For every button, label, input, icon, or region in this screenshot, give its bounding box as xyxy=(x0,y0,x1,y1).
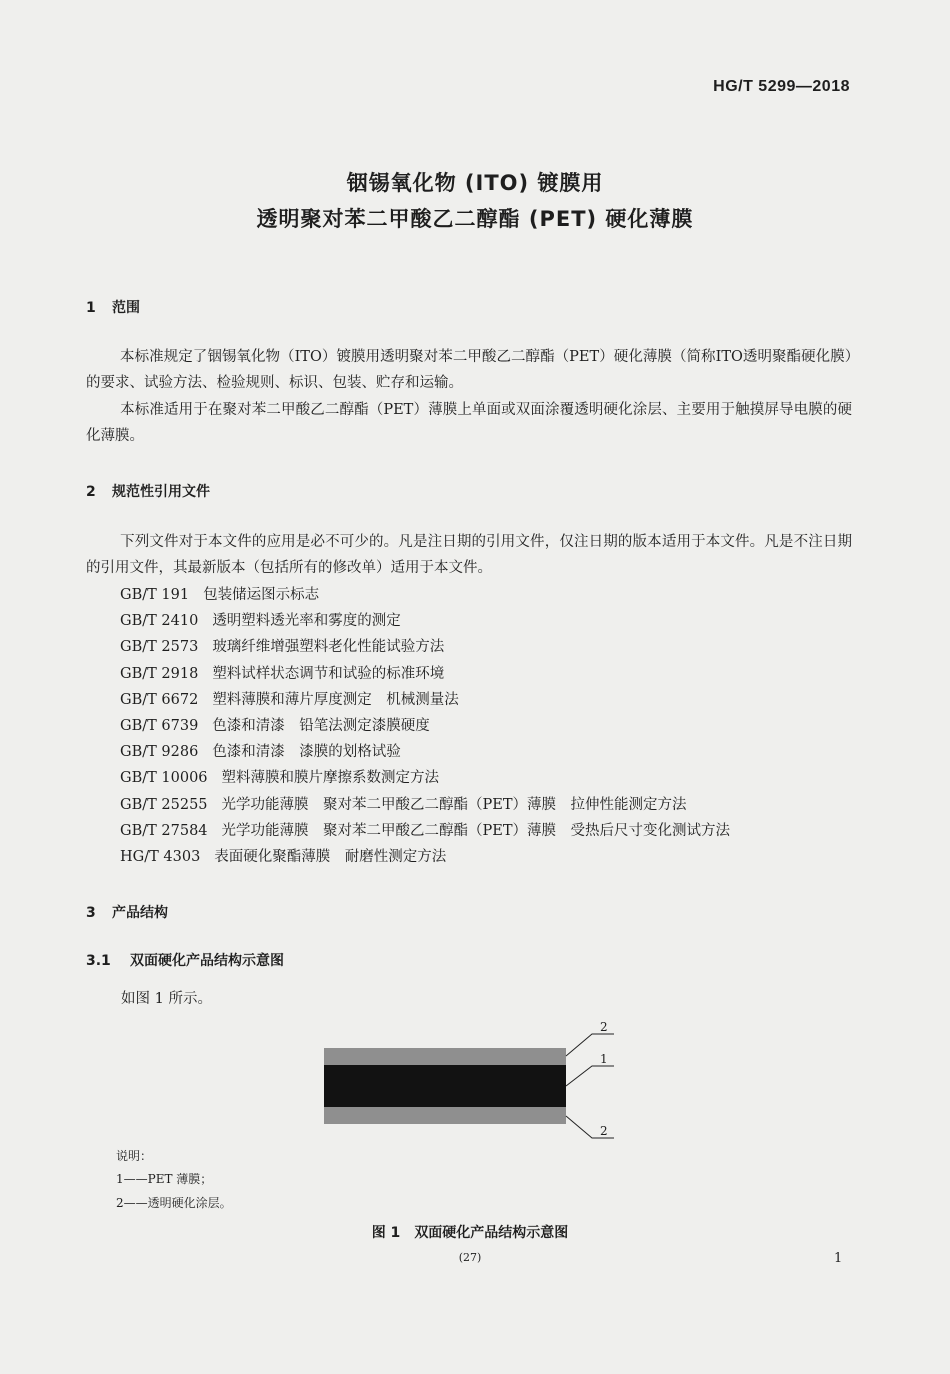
reference-title: 色漆和清漆 漆膜的划格试验 xyxy=(212,744,401,761)
reference-title: 包装储运图示标志 xyxy=(203,587,320,603)
reference-code: GB/T 2410 xyxy=(120,613,199,630)
paragraph-text: 下列文件对于本文件的应用是必不可少的。凡是注日期的引用文件，仅注日期的版本适用于本文件。凡是不注日期的引用文件，其最新版本（包括所有的修改单）适用于本文件。 xyxy=(86,534,852,576)
pet-film-layer xyxy=(324,1065,566,1107)
reference-title: 塑料试样状态调节和试验的标准环境 xyxy=(212,665,445,682)
reference-code: GB/T 191 xyxy=(120,587,190,603)
reference-title: 透明塑料透光率和雾度的测定 xyxy=(212,613,401,630)
reference-title: 表面硬化聚酯薄膜 耐磨性测定方法 xyxy=(214,848,447,865)
reference-code: GB/T 2918 xyxy=(120,665,199,682)
reference-title: 玻璃纤维增强塑料老化性能试验方法 xyxy=(212,639,445,656)
section-title: 范围 xyxy=(112,300,140,316)
page-number: 1 xyxy=(834,1251,843,1266)
reference-code: HG/T 4303 xyxy=(120,848,201,865)
top-coating-layer xyxy=(324,1048,566,1065)
page-mark: (27) xyxy=(458,1251,482,1264)
diagram-label-top: 2 xyxy=(600,1020,608,1034)
figure-reference-text: 如图 1 所示。 xyxy=(121,991,212,1007)
section-number: 3.1 xyxy=(86,953,111,969)
reference-code: GB/T 6672 xyxy=(120,691,199,708)
title-line-2: 透明聚对苯二甲酸乙二醇酯 (PET) 硬化薄膜 xyxy=(256,207,694,231)
reference-title: 光学功能薄膜 聚对苯二甲酸乙二醇酯（PET）薄膜 受热后尺寸变化测试方法 xyxy=(221,822,731,839)
diagram-label-middle: 1 xyxy=(600,1052,608,1066)
legend-item-pet: 1——PET 薄膜； xyxy=(116,1172,213,1186)
reference-code: GB/T 27584 xyxy=(120,822,208,839)
reference-title: 光学功能薄膜 聚对苯二甲酸乙二醇酯（PET）薄膜 拉伸性能测定方法 xyxy=(221,796,687,813)
leader-line-middle xyxy=(566,1066,614,1086)
legend-item-coating: 2——透明硬化涂层。 xyxy=(116,1196,232,1210)
section-title: 双面硬化产品结构示意图 xyxy=(130,953,284,969)
reference-title: 塑料薄膜和薄片厚度测定 机械测量法 xyxy=(212,691,459,708)
section-number: 2 xyxy=(86,484,96,500)
title-line-1: 铟锡氧化物 (ITO) 镀膜用 xyxy=(346,171,604,195)
paragraph-text: 本标准规定了铟锡氧化物（ITO）镀膜用透明聚对苯二甲酸乙二醇酯（PET）硬化薄膜（简称ITO透明聚酯硬化膜）的要求、试验方法、检验规则、标识、包装、贮存和运输。 xyxy=(86,349,852,391)
paragraph-text: 本标准适用于在聚对苯二甲酸乙二醇酯（PET）薄膜上单面或双面涂覆透明硬化涂层、主要用于触摸屏导电膜的硬化薄膜。 xyxy=(86,402,852,444)
figure-caption xyxy=(0,1222,940,1242)
reference-code: GB/T 10006 xyxy=(120,770,208,787)
section-title: 产品结构 xyxy=(112,905,168,921)
reference-code: GB/T 2573 xyxy=(120,639,199,656)
section-number: 1 xyxy=(86,300,96,316)
section-title: 规范性引用文件 xyxy=(112,484,210,500)
reference-title: 塑料薄膜和膜片摩擦系数测定方法 xyxy=(221,770,440,787)
standard-code: HG/T 5299—2018 xyxy=(713,78,850,95)
reference-title: 色漆和清漆 铅笔法测定漆膜硬度 xyxy=(212,717,430,734)
figure-caption-label: 图 1 xyxy=(371,1225,401,1241)
legend-title: 说明： xyxy=(116,1149,153,1163)
reference-code: GB/T 9286 xyxy=(120,744,199,761)
figure-caption-text: 双面硬化产品结构示意图 xyxy=(414,1225,569,1241)
reference-code: GB/T 25255 xyxy=(120,796,208,813)
section-number: 3 xyxy=(86,905,96,921)
reference-code: GB/T 6739 xyxy=(120,717,199,734)
bottom-coating-layer xyxy=(324,1107,566,1124)
diagram-label-bottom: 2 xyxy=(600,1124,608,1138)
